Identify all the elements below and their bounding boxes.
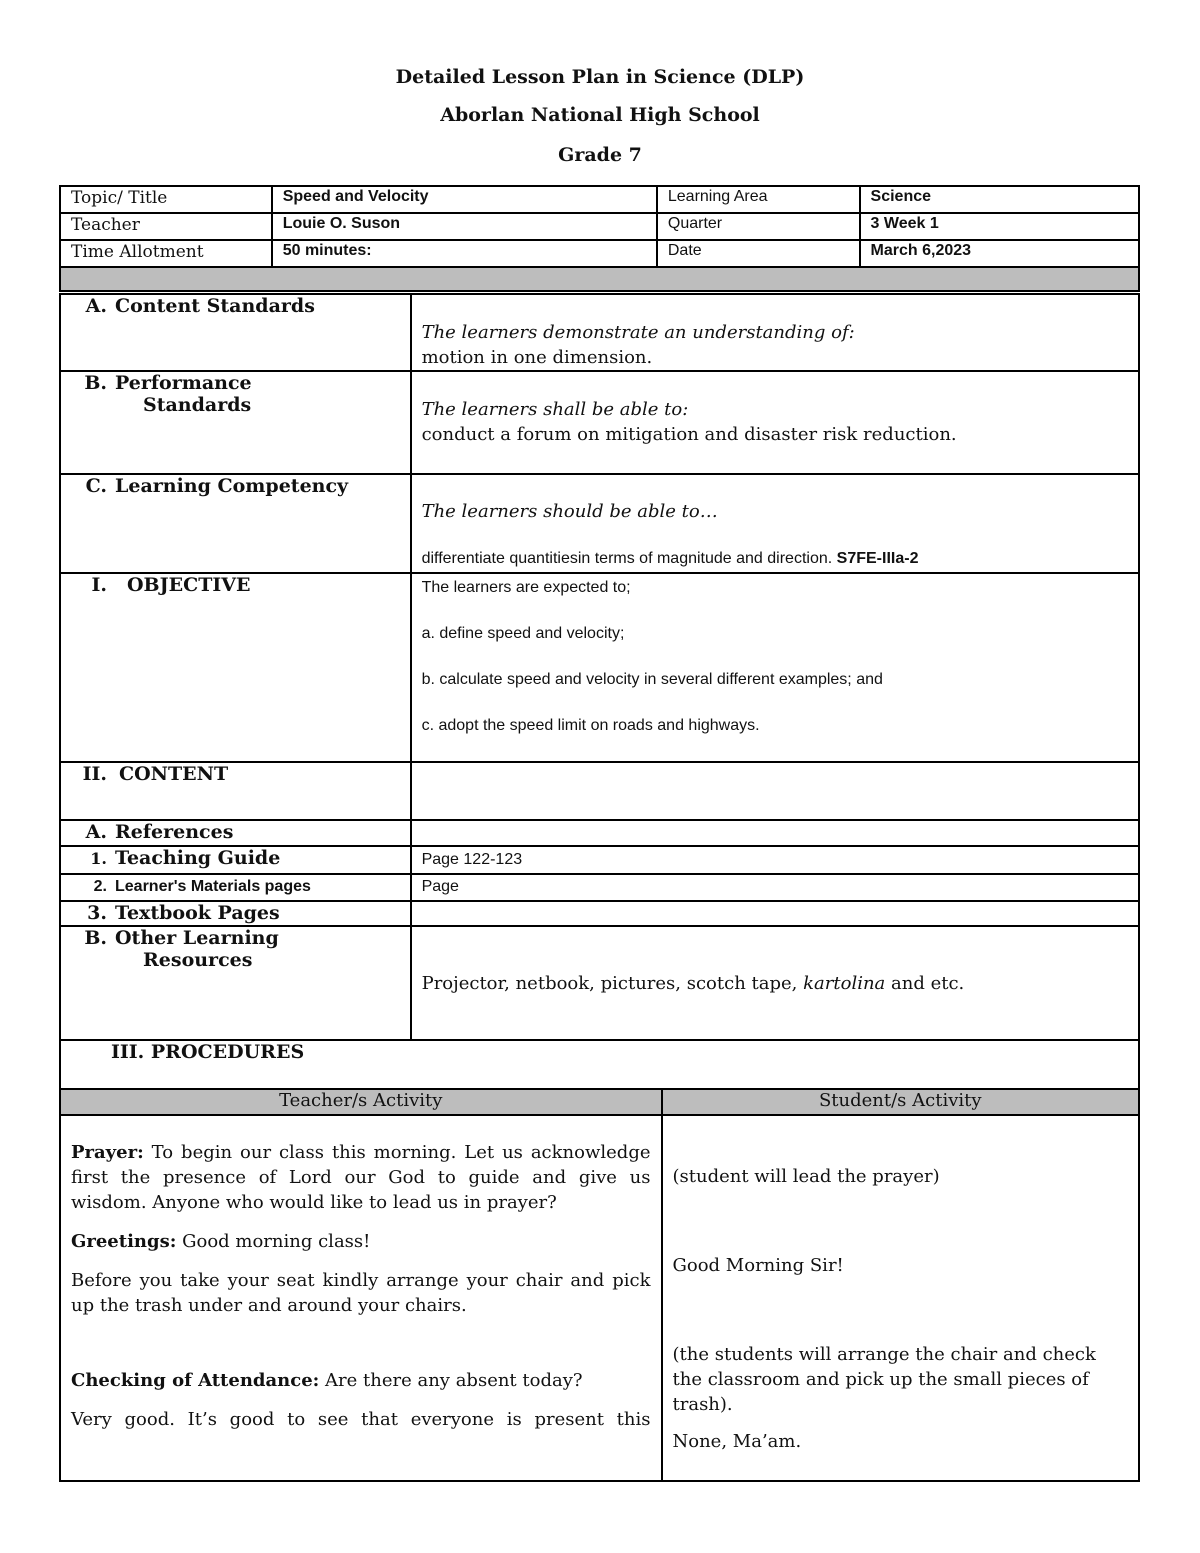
- learning-competency-value: The learners should be able to… differentiate quantitiesin terms of magnitude and direction. S7FE-IIIa-2: [411, 474, 1139, 573]
- teaching-guide-value: Page 122-123: [411, 846, 1139, 874]
- student-activity-cell: (student will lead the prayer) Good Morning Sir! (the students will arrange the chair and check the classroom and pick up the small pieces of trash). None, Ma’am.: [662, 1115, 1140, 1481]
- quarter-label: Quarter: [657, 213, 860, 240]
- quarter-value: 3 Week 1: [860, 213, 1139, 240]
- references-value: [411, 820, 1139, 846]
- objective-item: c. adopt the speed limit on roads and highways.: [421, 717, 760, 734]
- objective-item: b. calculate speed and velocity in several different examples; and: [421, 671, 883, 688]
- content-standards-value: The learners demonstrate an understanding of: motion in one dimension.: [411, 294, 1139, 371]
- performance-standards-label: B. Performance Standards: [60, 371, 411, 474]
- learner-materials-label: 2. Learner's Materials pages: [60, 874, 411, 901]
- references-label: A. References: [60, 820, 411, 846]
- topic-value: Speed and Velocity: [272, 186, 657, 213]
- teacher-activity-cell: Prayer: To begin our class this morning. Let us acknowledge first the presence of Lord our God to guide and give us wisdom. Anyone who would like to lead us in prayer? Greetings: Good morning class! Before you take your seat kindly arrange your chair and pick up the trash under and around your chairs. Checking of Attendance: Are there any absent today? Very good. It’s good to see that everyone is present this: [60, 1115, 662, 1481]
- performance-standards-value: The learners shall be able to: conduct a forum on mitigation and disaster risk reduction.: [411, 371, 1139, 474]
- objective-intro: The learners are expected to;: [421, 579, 631, 596]
- grade-level: Grade 7: [558, 144, 642, 166]
- procedures-heading: III. PROCEDURES: [60, 1040, 1139, 1092]
- content-label: II. CONTENT: [60, 762, 411, 820]
- date-label: Date: [657, 240, 860, 267]
- lesson-plan-table: [59, 293, 1140, 1093]
- other-resources-value: Projector, netbook, pictures, scotch tape, kartolina and etc.: [411, 926, 1139, 1040]
- area-label: Learning Area: [657, 186, 860, 213]
- student-activity-header: Student/s Activity: [662, 1089, 1140, 1115]
- time-label: Time Allotment: [60, 240, 272, 267]
- area-value: Science: [860, 186, 1139, 213]
- teaching-guide-label: 1. Teaching Guide: [60, 846, 411, 874]
- textbook-pages-value: [411, 901, 1139, 926]
- other-resources-label: B. Other Learning Resources: [60, 926, 411, 1040]
- objective-label: I. OBJECTIVE: [60, 573, 411, 762]
- date-value: March 6,2023: [860, 240, 1139, 267]
- textbook-pages-label: 3. Textbook Pages: [60, 901, 411, 926]
- activities-table: [59, 1088, 1140, 1482]
- lesson-info-table: [59, 185, 1140, 292]
- school-name: Aborlan National High School: [440, 104, 760, 126]
- objective-item: a. define speed and velocity;: [421, 625, 625, 642]
- document-title: Detailed Lesson Plan in Science (DLP): [395, 66, 805, 88]
- topic-label: Topic/ Title: [60, 186, 272, 213]
- learning-competency-label: C. Learning Competency: [60, 474, 411, 573]
- teacher-activity-header: Teacher/s Activity: [60, 1089, 662, 1115]
- objective-value: [411, 573, 1139, 762]
- teacher-value: Louie O. Suson: [272, 213, 657, 240]
- teacher-label: Teacher: [60, 213, 272, 240]
- grey-divider: [60, 267, 1139, 291]
- time-value: 50 minutes:: [272, 240, 657, 267]
- learner-materials-value: Page: [411, 874, 1139, 901]
- content-value: [411, 762, 1139, 820]
- content-standards-label: A. Content Standards: [60, 294, 411, 371]
